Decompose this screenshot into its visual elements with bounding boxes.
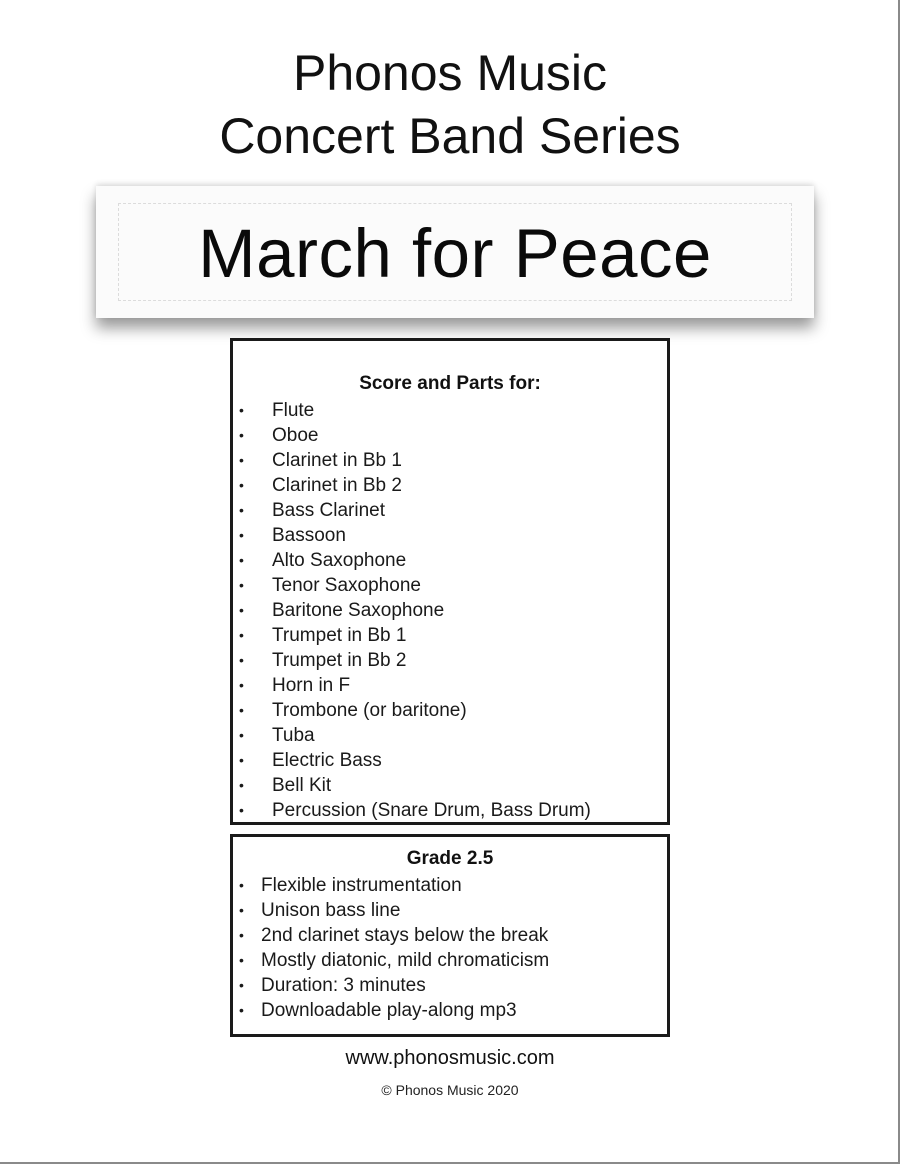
part-label: Trumpet in Bb 2 (272, 650, 407, 671)
list-item (233, 448, 667, 473)
parts-heading: Score and Parts for: (359, 373, 541, 394)
feature-label: Duration: 3 minutes (261, 975, 426, 996)
list-item (233, 948, 667, 973)
piece-title: March for Peace (198, 215, 712, 292)
bullet: • (239, 777, 244, 793)
bullet: • (239, 952, 244, 968)
list-item (233, 398, 667, 423)
bullet: • (239, 1002, 244, 1018)
list-item (233, 473, 667, 498)
bullet: • (239, 752, 244, 768)
publisher-name: Phonos Music (292, 45, 608, 101)
feature-label: 2nd clarinet stays below the break (261, 925, 549, 946)
part-label: Clarinet in Bb 2 (272, 475, 402, 496)
copyright-notice: © Phonos Music 2020 (381, 1082, 519, 1098)
bullet: • (239, 602, 244, 618)
bullet: • (239, 477, 244, 493)
list-item (233, 623, 667, 648)
bullet: • (239, 527, 244, 543)
part-label: Horn in F (272, 675, 351, 696)
list-item (233, 498, 667, 523)
list-item (233, 723, 667, 748)
part-label: Tuba (272, 725, 315, 746)
list-item (233, 598, 667, 623)
bullet: • (239, 877, 244, 893)
list-item (233, 648, 667, 673)
list-item (233, 798, 667, 823)
bullet: • (239, 652, 244, 668)
list-item (233, 873, 667, 898)
list-item (233, 998, 667, 1023)
series-name: Concert Band Series (219, 108, 681, 164)
part-label: Percussion (Snare Drum, Bass Drum) (272, 800, 591, 821)
bullet: • (239, 802, 244, 818)
bullet: • (239, 427, 244, 443)
part-label: Bassoon (272, 525, 346, 546)
list-item (233, 548, 667, 573)
feature-label: Mostly diatonic, mild chromaticism (261, 950, 550, 971)
bullet: • (239, 452, 244, 468)
list-item (233, 423, 667, 448)
list-item (233, 673, 667, 698)
part-label: Bell Kit (272, 775, 332, 796)
bullet: • (239, 577, 244, 593)
list-item (233, 698, 667, 723)
bullet: • (239, 502, 244, 518)
list-item (233, 773, 667, 798)
part-label: Oboe (272, 425, 319, 446)
website-url: www.phonosmusic.com (345, 1047, 555, 1069)
bullet: • (239, 902, 244, 918)
feature-label: Unison bass line (261, 900, 401, 921)
bullet: • (239, 627, 244, 643)
part-label: Trumpet in Bb 1 (272, 625, 407, 646)
list-item (233, 898, 667, 923)
list-item (233, 748, 667, 773)
part-label: Clarinet in Bb 1 (272, 450, 402, 471)
grade-features-list (233, 873, 667, 1023)
title-banner (96, 186, 814, 318)
feature-label: Downloadable play-along mp3 (261, 1000, 517, 1021)
list-item (233, 973, 667, 998)
part-label: Flute (272, 400, 315, 421)
list-item (233, 523, 667, 548)
part-label: Bass Clarinet (272, 500, 385, 521)
bullet: • (239, 702, 244, 718)
bullet: • (239, 927, 244, 943)
parts-list (233, 398, 667, 823)
feature-label: Flexible instrumentation (261, 875, 462, 896)
part-label: Tenor Saxophone (272, 575, 421, 596)
bullet: • (239, 977, 244, 993)
part-label: Trombone (or baritone) (272, 700, 467, 721)
parts-box (230, 338, 670, 825)
series-header (0, 42, 900, 168)
grade-box (230, 834, 670, 1037)
part-label: Alto Saxophone (272, 550, 407, 571)
bullet: • (239, 552, 244, 568)
part-label: Electric Bass (272, 750, 382, 771)
list-item (233, 573, 667, 598)
bullet: • (239, 727, 244, 743)
list-item (233, 923, 667, 948)
part-label: Baritone Saxophone (272, 600, 445, 621)
bullet: • (239, 402, 244, 418)
grade-heading: Grade 2.5 (406, 848, 494, 869)
bullet: • (239, 677, 244, 693)
